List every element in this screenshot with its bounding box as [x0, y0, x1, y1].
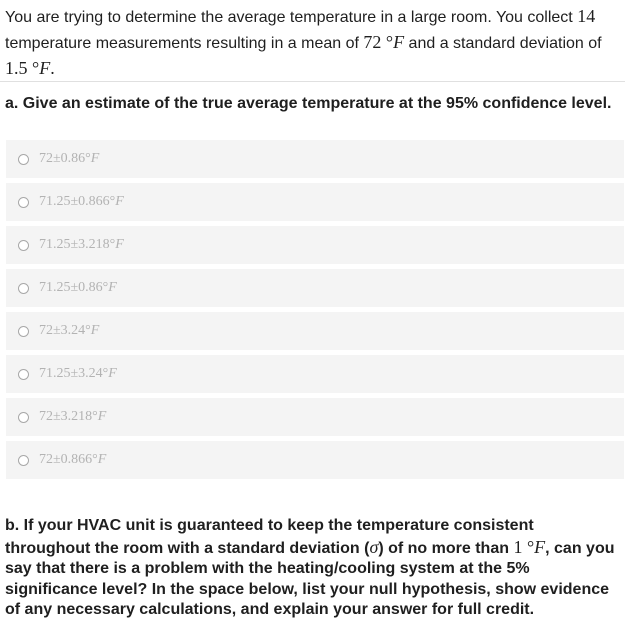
radio-button[interactable]	[18, 412, 29, 423]
answer-option-8[interactable]	[6, 441, 624, 479]
answer-option-6[interactable]	[6, 355, 624, 393]
sample-sd-unit: F	[39, 58, 51, 78]
option-value: 72±0.866°	[39, 452, 98, 467]
sample-mean-unit: F	[393, 32, 405, 52]
intro-text-2: temperature measurements resulting in a mean of	[5, 35, 364, 52]
option-label	[39, 237, 124, 253]
radio-button[interactable]	[18, 455, 29, 466]
option-unit: F	[90, 323, 100, 338]
radio-button[interactable]	[18, 197, 29, 208]
option-unit: F	[90, 151, 100, 166]
option-label	[39, 452, 106, 468]
sample-size: 14	[577, 6, 596, 26]
option-label	[39, 409, 106, 425]
answer-option-3[interactable]	[6, 226, 624, 264]
option-value: 71.25±0.86°	[39, 280, 109, 295]
sample-mean: 72 °	[363, 32, 394, 52]
answer-option-5[interactable]	[6, 312, 624, 350]
sd-limit: 1 °	[513, 536, 535, 557]
question-b-text-2: ) of no more than	[378, 539, 514, 557]
option-unit: F	[97, 452, 107, 467]
sd-limit-unit: F	[534, 536, 546, 557]
option-unit: F	[115, 237, 124, 252]
sigma-symbol: σ	[369, 536, 379, 557]
answer-options	[6, 140, 624, 484]
option-value: 71.25±0.866°	[39, 194, 116, 209]
answer-option-2[interactable]	[6, 183, 624, 221]
radio-button[interactable]	[18, 369, 29, 380]
option-value: 72±3.24°	[39, 323, 91, 338]
question-b-text-1: b. If your HVAC unit is guaranteed to keep the temperature consistent throughout the room with a standard deviation (	[5, 517, 534, 557]
section-divider	[0, 81, 625, 82]
intro-text-1: You are trying to determine the average temperature in a large room. You collect	[5, 9, 578, 26]
answer-option-1[interactable]	[6, 140, 624, 178]
option-unit: F	[97, 409, 107, 424]
option-label	[39, 194, 124, 210]
option-label	[39, 323, 99, 339]
option-unit: F	[108, 280, 117, 295]
option-unit: F	[108, 366, 117, 381]
radio-button[interactable]	[18, 326, 29, 337]
radio-button[interactable]	[18, 283, 29, 294]
sample-sd: 1.5 °	[5, 58, 40, 78]
option-value: 72±0.86°	[39, 151, 91, 166]
option-unit: F	[115, 194, 124, 209]
question-b-text-3: , can you say that there is a problem with the heating/cooling system at the 5% significance level? In the space below, list your null hypothesis, show evidence of any necessary calculations, and explain your answer for full credit.	[5, 539, 615, 618]
intro-text-3: and a standard deviation of	[404, 35, 602, 52]
intro-period: .	[50, 58, 55, 78]
radio-button[interactable]	[18, 240, 29, 251]
option-label	[39, 151, 99, 167]
question-b-prompt	[5, 516, 619, 621]
option-value: 72±3.218°	[39, 409, 98, 424]
answer-option-4[interactable]	[6, 269, 624, 307]
question-a-prompt: a. Give an estimate of the true average temperature at the 95% confidence level.	[5, 95, 612, 112]
answer-option-7[interactable]	[6, 398, 624, 436]
radio-button[interactable]	[18, 154, 29, 165]
problem-statement	[5, 4, 617, 82]
option-value: 71.25±3.24°	[39, 366, 109, 381]
option-value: 71.25±3.218°	[39, 237, 116, 252]
option-label	[39, 366, 117, 382]
option-label	[39, 280, 117, 296]
